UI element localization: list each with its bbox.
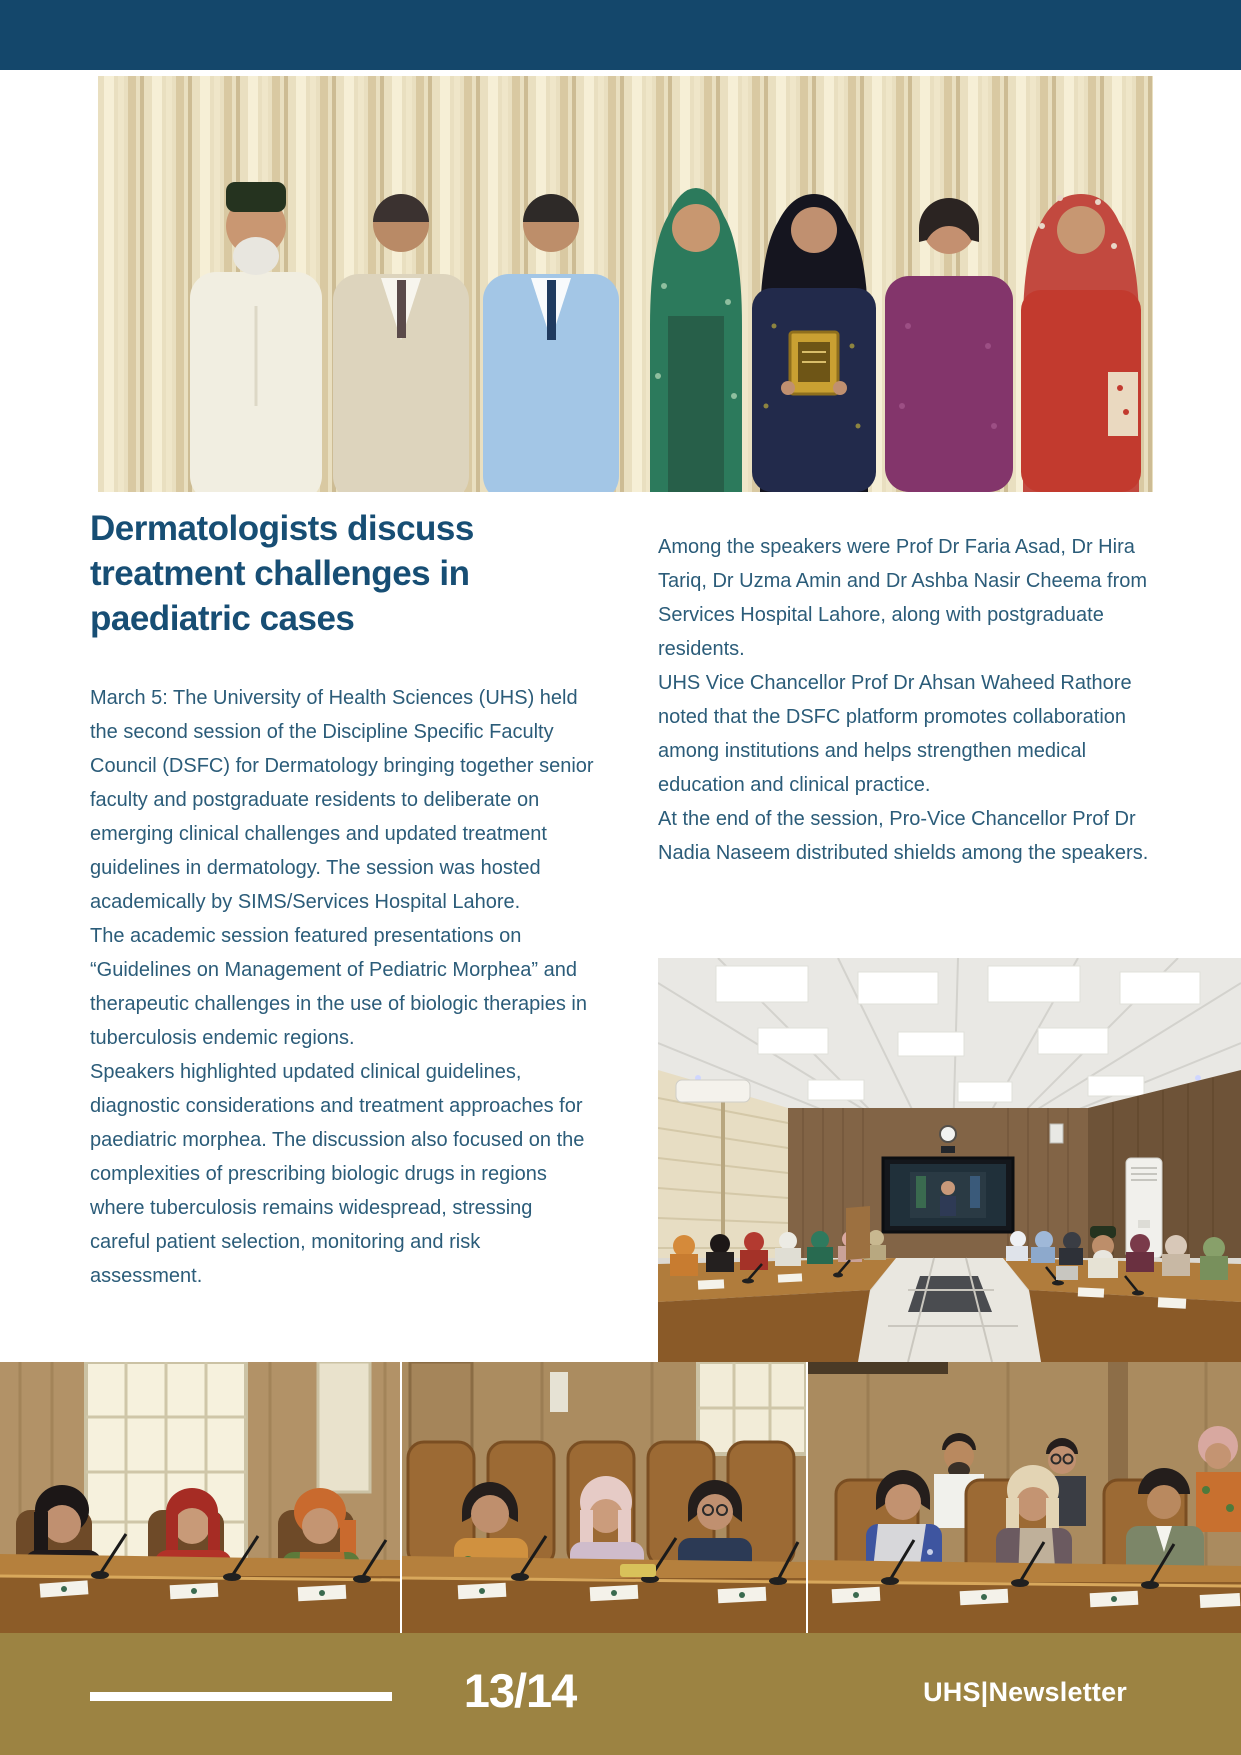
session-photo-left xyxy=(0,1362,400,1633)
paragraph: UHS Vice Chancellor Prof Dr Ahsan Waheed Rathore noted that the DSFC platform promotes collaboration among institutions and helps strengthen medical education and clinical practice. xyxy=(658,672,1132,796)
conference-room-illustration xyxy=(658,958,1241,1362)
newsletter-brand: UHS|Newsletter xyxy=(923,1677,1127,1707)
page-number: 13/14 xyxy=(463,1664,577,1717)
session-photo-right xyxy=(808,1362,1241,1633)
article-headline: Dermatologists discuss treatment challenges in paediatric cases xyxy=(90,509,474,638)
woman-green-dupatta xyxy=(650,188,742,492)
session-photo-right-illustration xyxy=(808,1362,1241,1633)
woman-red-dress xyxy=(1021,194,1141,492)
footer-bar xyxy=(0,1633,1241,1755)
session-photo-left-illustration xyxy=(0,1362,400,1633)
session-photo-middle xyxy=(402,1362,806,1633)
paragraph: Speakers highlighted updated clinical guidelines, diagnostic considerations and treatment approaches for paediatric morphea. The discussion also focused on the complexities of prescribing biologic drugs in regions where tuberculosis remains widespread, stressing careful patient selection, monitoring and risk assessment. xyxy=(90,1061,585,1287)
session-photo-middle-illustration xyxy=(402,1362,806,1633)
group-photo-illustration xyxy=(98,76,1153,492)
paragraph: Among the speakers were Prof Dr Faria Asad, Dr Hira Tariq, Dr Uzma Amin and Dr Ashba Nasir Cheema from Services Hospital Lahore, along with postgraduate residents. xyxy=(658,536,1148,660)
footer-rule xyxy=(90,1692,392,1701)
paragraph: At the end of the session, Pro-Vice Chancellor Prof Dr Nadia Naseem distributed shields among the speakers. xyxy=(658,808,1149,864)
article-right-column xyxy=(658,530,1163,870)
conference-room-photo xyxy=(658,958,1241,1362)
group-photo xyxy=(98,76,1153,492)
paragraph: March 5: The University of Health Sciences (UHS) held the second session of the Discipline Specific Faculty Council (DSFC) for Dermatology bringing together senior faculty and postgraduate residents to deliberate on emerging clinical challenges and updated treatment guidelines in dermatology. The session was hosted academically by SIMS/Services Hospital Lahore. xyxy=(90,687,594,913)
article-left-column xyxy=(90,681,595,1293)
top-navy-bar xyxy=(0,0,1241,70)
paragraph: The academic session featured presentations on “Guidelines on Management of Pediatric Morphea” and therapeutic challenges in the use of biologic therapies in tuberculosis endemic regions. xyxy=(90,925,587,1049)
